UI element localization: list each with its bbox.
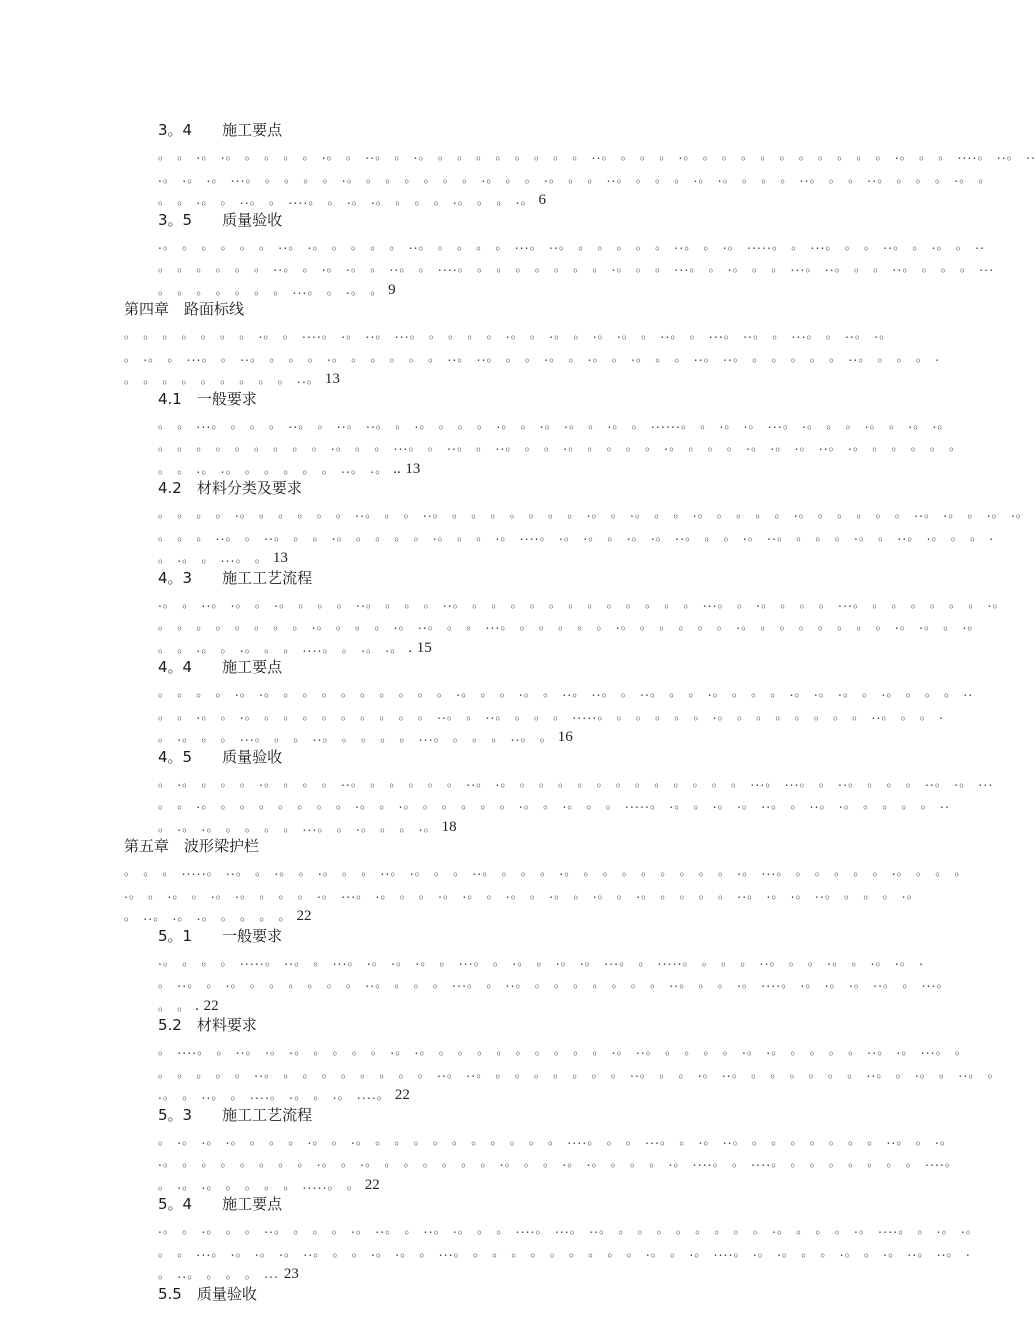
dot-leader-line	[158, 793, 951, 816]
dot-leader-line	[158, 681, 974, 704]
dot-leader-text: 。 .。 。 。 。 .。 。 。 。 ..。 。 。 。 。 。 ..。 .。 。 。 。 。 。 。 。 。 。 。 。 。 ...。 ...。 。 ..。 。 。 。 ..。 .。 ...	[158, 774, 994, 789]
dot-leader-text: 。 。 。 。 。 。 。 。 。 .。 。 。 ...。 。 ..。 。 ..。 。 。 .。 。 。 。 。 .。 。 。 。 .。 .。 .。 ..。 .。 。 。 。 。 。	[158, 439, 963, 453]
dot-leader-line	[158, 525, 995, 548]
toc-page-number[interactable]: 22	[291, 908, 312, 924]
dot-leader-line	[158, 1151, 959, 1174]
toc-chapter-title[interactable]: 第四章 路面标线	[124, 300, 245, 318]
dot-leader-text: .。 .。 .。 ...。 。 。 。 。 .。 。 。 。 。 。 。 .。 。 。 .。 。 。 ..。 。 。 。 .。 .。 。 。 。 ..。 。 。 ..。 。 。 。 .。 。	[158, 170, 992, 185]
dot-leader-text: .。 。 .。 。 .。 .。 。 。 。 .。 ...。 .。 。 。 .。 .。 。 .。 。 .。 。 .。 。 .。 。 。 。 。 ..。 .。 .。 ..。 。 。 。 .。	[124, 886, 921, 901]
dot-leader-line	[158, 435, 963, 458]
dot-leader-line	[158, 726, 870, 749]
dot-leader-text: 。 。 。 。 。 。 ..。 。 .。 .。 。 ..。 。 ....。 。 。 。 。 。 。 。 .。 。 。 ...。 。 .。 。 。 ...。 ..。 。 。 ..。 。 。 。 ...	[158, 260, 995, 274]
dot-leader-text: .。 。 。 。 .....。 ..。 。 ...。 .。 .。 .。 。 ...。 。 .。 。 .。 .。 ...。 。 .....。 。 。 。 ..。 。 。 .。 。 .。 .。 .	[158, 953, 925, 968]
toc-dot-leader	[158, 413, 963, 481]
dot-leader-line	[124, 905, 864, 928]
dot-leader-text: 。 .。 .。 。 。 。 。 ...。 。 .。 。 。 .。	[158, 819, 437, 834]
dot-leader-line	[158, 1263, 870, 1286]
toc-page-number[interactable]: 13	[320, 371, 340, 387]
toc-page-number[interactable]: . 22	[190, 997, 219, 1014]
dot-leader-text: 。 .。 。 。 ...。 。 。 ..。 。 。 。 。 ...。 。 。 。 ..。 。	[158, 730, 554, 744]
dot-leader-text: 。 .。 .。 .。 。 。 。 .。 。 .。 。 。 。 。 。 。 。 。 。 。 ....。 。 。 ...。 。 .。 ..。 。 。 。 。 。 。 。 ..。 。 .。	[158, 1132, 954, 1147]
dot-leader-text: 。 。 .。 。 。 。 。 。 。 。 .。 。 .。 。 。 。 。 。 .。 。 .。 。 。 .....。 .。 。 .。 .。 ..。 。 ..。 .。 。 。 。 。 ..	[158, 797, 951, 811]
toc-section-title[interactable]: 5。1 一般要求	[158, 926, 283, 945]
dot-leader-line	[158, 1129, 954, 1152]
dot-leader-text: 。 。 。 。 。 。 。 。 。 ..。	[124, 372, 321, 386]
toc-section-title[interactable]: 5。4 施工要点	[158, 1195, 283, 1213]
toc-section-title[interactable]: 4。3 施工工艺流程	[158, 568, 313, 587]
dot-leader-text: 。 ..。 .。 .。 。 。 。 。	[124, 909, 292, 923]
toc-chapter-title[interactable]: 第五章 波形梁护栏	[124, 837, 260, 855]
dot-leader-text: 。 。 。 ..。 。 ..。 。 。 .。 。 。 。 。 .。 。 。 .。 ....。 .。 .。 。 .。 .。 ..。 。 。 .。 ..。 。 。 。 .。 。 ..。 .。 。 。 .	[158, 528, 995, 543]
dot-leader-text: 。 。 .。 。 ..。 。 ....。 。 .。 .。 。 。 。 .。 。 。 .。	[158, 193, 534, 207]
toc-section-title[interactable]: 4.1 一般要求	[158, 389, 257, 408]
dot-leader-line	[158, 256, 995, 279]
dot-leader-text: 。 。 。 .....。 ..。 。 .。 。 .。 。 。 ..。 .。 。 。 ..。 。 。 。 .。 。 。 。 。 。 。 。 。 .。 ...。 。 。 。 。 。 .。 。 。 。	[124, 864, 968, 878]
dot-leader-line	[158, 502, 1030, 525]
dot-leader-line	[158, 167, 992, 190]
toc-dot-leader	[158, 144, 1036, 212]
toc-section-title[interactable]: 4.2 材料分类及要求	[158, 479, 302, 497]
dot-leader-text: 。 。 .。 。 .。 。 。 ....。 。 .。 .。	[158, 640, 404, 655]
toc-section-title[interactable]: 4。5 质量验收	[158, 747, 283, 766]
dot-leader-line	[158, 1039, 969, 1062]
dot-leader-text: 。 。 .。 .。 。 。 。 。 .。 。 ..。 。 .。 。 。 。 。 。 。 。 。 ..。 。 。 。 .。 。 。 。 。 。 。 。 。 。 。 .。 。 。 ....。 ..。 ..	[158, 148, 1036, 162]
dot-leader-line	[158, 972, 950, 995]
dot-leader-text: .。 。 .。 。 。 ..。 。 。 。 .。 ..。 。 ..。 .。 。 。 ....。 ...。 ..。 。 。 。 。 。 。 。 。 .。 。 。 。 .。 ....。 。 .。 .。	[158, 1222, 980, 1236]
toc-section-title[interactable]: 3。5 质量验收	[158, 210, 283, 229]
dot-leader-line	[158, 1062, 1001, 1085]
dot-leader-text: 。 。 。 。 .。 。 。 。 。 。 ..。 。 。 ..。 。 。 。 。 。 。 。 .。 。 .。 。 。 .。 。 。 。 。 .。 。 。 。 。 。 ..。 .。 。 .。 .。	[158, 506, 1030, 520]
dot-leader-text: .。 。 ..。 。 ....。 .。 。 .。 ....。	[158, 1088, 391, 1102]
dot-leader-line	[158, 144, 1036, 167]
dot-leader-line	[158, 189, 870, 212]
dot-leader-text: 。 。 .。 .。 。 。 。 。 。 ..。 .。	[158, 461, 389, 476]
toc-page-number[interactable]: 22	[390, 1087, 410, 1103]
toc-dot-leader	[158, 1218, 980, 1286]
toc-dot-leader	[158, 592, 1006, 660]
dot-leader-text: 。 。 ...。 。 。 。 ..。 。 ..。 ..。 。 .。 。 。 。 .。 。 .。 .。 。 .。 。 ......。 。 .。 .。 ...。 .。 。 。 .。 。 .。 .。	[158, 416, 951, 431]
dot-leader-line	[158, 950, 925, 973]
dot-leader-line	[158, 1218, 980, 1241]
dot-leader-text: 。 。 。 。 。 。 。 .。 。 ....。 .。 ..。 ...。 。 。 。 。 .。 。 .。 。 .。 .。 。 ..。 。 ...。 ..。 。 ...。 。 ..。 .。	[124, 327, 893, 341]
toc-section-title[interactable]: 5.2 材料要求	[158, 1016, 257, 1034]
toc-section-title[interactable]: 4。4 施工要点	[158, 658, 283, 676]
dot-leader-line	[124, 368, 864, 391]
toc-section-title[interactable]: 5.5 质量验收	[158, 1284, 257, 1303]
toc-page-number[interactable]: .. 13	[388, 460, 421, 477]
dot-leader-text: 。 。 .。 。 .。 。 。 。 。 。 。 。 。 。 ..。 。 ..。 。 。 。 .....。 。 。 。 。 。 .。 。 。 。 。 。 。 。 ..。 。 。 .	[158, 707, 945, 722]
dot-leader-text: 。 ....。 。 ..。 .。 .。 。 。 。 。 .。 .。 。 。 。 。 。 。 。 。 。 .。 ..。 。 。 。 。 .。 .。 。 。 。 。 ..。 .。 ...。 。	[158, 1043, 969, 1057]
toc-dot-leader	[158, 771, 994, 839]
dot-leader-line	[158, 637, 870, 660]
dot-leader-line	[158, 995, 870, 1018]
toc-dot-leader	[158, 234, 995, 302]
dot-leader-line	[158, 458, 870, 481]
dot-leader-line	[158, 279, 870, 302]
toc-dot-leader	[158, 1129, 959, 1197]
dot-leader-line	[158, 816, 870, 839]
dot-leader-line	[158, 592, 1006, 615]
dot-leader-line	[158, 234, 986, 257]
toc-page-number[interactable]: 23	[279, 1266, 299, 1282]
dot-leader-text: 。 .。 。 ...。 。	[158, 551, 269, 565]
dot-leader-line	[158, 1241, 971, 1264]
toc-page-number[interactable]: . 15	[403, 639, 432, 656]
dot-leader-line	[124, 323, 893, 346]
dot-leader-text: 。 。	[158, 998, 191, 1013]
toc-dot-leader	[158, 502, 1030, 570]
dot-leader-text: 。 .。 .。 。 。 。 。 .....。 。	[158, 1177, 361, 1192]
toc-page-number[interactable]: 16	[553, 729, 573, 745]
toc-dot-leader	[158, 1039, 1001, 1107]
dot-leader-text: .。 。 。 。 。 。 。 。 .。 。 .。 。 。 。 。 。 。 .。 。 。 .。 .。 。 。 。 .。 ....。 。 ....。 。 。 。 。 。 。 。 ....。	[158, 1155, 959, 1169]
dot-leader-text: .。 。 ..。 .。 。 .。 。 。 。 ..。 。 。 。 ..。 。 。 。 。 。 。 。 。 。 。 。 。 ...。 。 .。 。 。 。 ...。 。 。 。 。 。 。 .。	[158, 595, 1006, 610]
dot-leader-text: 。 .。 。 ...。 。 ..。 。 。 。 .。 。 。 。 。 。 ..。 ..。 。 。 .。 。 .。 。 .。 。 。 ..。 ..。 。 。 。 。 。 ..。 。 。 。 .	[124, 349, 941, 364]
toc-page-number[interactable]: 22	[360, 1176, 380, 1193]
toc-section-title[interactable]: 5。3 施工工艺流程	[158, 1105, 313, 1124]
toc-page-number[interactable]: 6	[533, 192, 547, 208]
dot-leader-text: .。 。 。 。 。 。 ..。 .。 。 。 。 。 ..。 。 。 。 。 ...。 ..。 。 。 。 。 。 ..。 。 .。 .....。 。 ...。 。 。 ..。 。 .。 。 ..	[158, 237, 986, 252]
toc-page-number[interactable]: 9	[383, 281, 396, 298]
dot-leader-line	[158, 614, 981, 637]
toc-dot-leader	[158, 950, 950, 1018]
dot-leader-line	[124, 346, 941, 369]
dot-leader-line	[158, 413, 951, 436]
dot-leader-text: 。 。 。 。 。 。 。 。 .。 。 。 。 .。 ..。 。 。 ...。 。 。 。 。 。 .。 。 。 。 。 。 .。 。 。 。 。 。 。 。 .。 .。 。 .。	[158, 618, 981, 632]
toc-dot-leader	[158, 681, 974, 749]
dot-leader-text: 。 。 ...。 .。 .。 .。 ..。 。 。 .。 .。 。 ...。 。 。 。 。 。 。 。 。 。 .。 。 .。 ....。 .。 .。 。 。 .。 。 .。 ..。 ..。 .	[158, 1244, 971, 1259]
toc-dot-leader	[124, 860, 968, 928]
dot-leader-line	[158, 547, 870, 570]
dot-leader-text: 。 ..。 。 .。 。 。 。 。 。 。 ..。 。 。 。 ...。 。 ..。 。 。 。 。 。 。 。 ..。 。 。 .。 ....。 .。 .。 .。 ..。 。 ...。	[158, 976, 950, 990]
toc-page-number[interactable]: 13	[268, 550, 288, 566]
dot-leader-line	[158, 1174, 870, 1197]
toc-dot-leader	[124, 323, 941, 391]
dot-leader-line	[124, 883, 921, 906]
dot-leader-text: 。 ..。 。 。 。 ...	[158, 1267, 280, 1281]
dot-leader-line	[158, 704, 945, 727]
toc-page-number[interactable]: 18	[436, 818, 457, 835]
dot-leader-text: 。 。 。 。 。 。 。 ...。 。 .。 。	[158, 282, 384, 297]
dot-leader-line	[158, 771, 994, 794]
dot-leader-text: 。 。 。 。 。 ..。 。 。 。 。 。 。 。 。 ..。 ..。 。 。 。 。 。 。 。 ..。 。 。 .。 ..。 。 。 。 。 。 。 ..。 。 .。 。 ..。 。	[158, 1065, 1001, 1080]
dot-leader-text: 。 。 。 。 .。 .。 。 。 。 。 。 。 。 。 。 .。 。 。 .。 。 ..。 ..。 。 ..。 。 。 .。 。 。 。 .。 .。 .。 。 .。 。 。 。 ..	[158, 685, 974, 699]
dot-leader-line	[158, 1084, 870, 1107]
dot-leader-line	[124, 860, 968, 883]
toc-section-title[interactable]: 3。4 施工要点	[158, 121, 283, 139]
